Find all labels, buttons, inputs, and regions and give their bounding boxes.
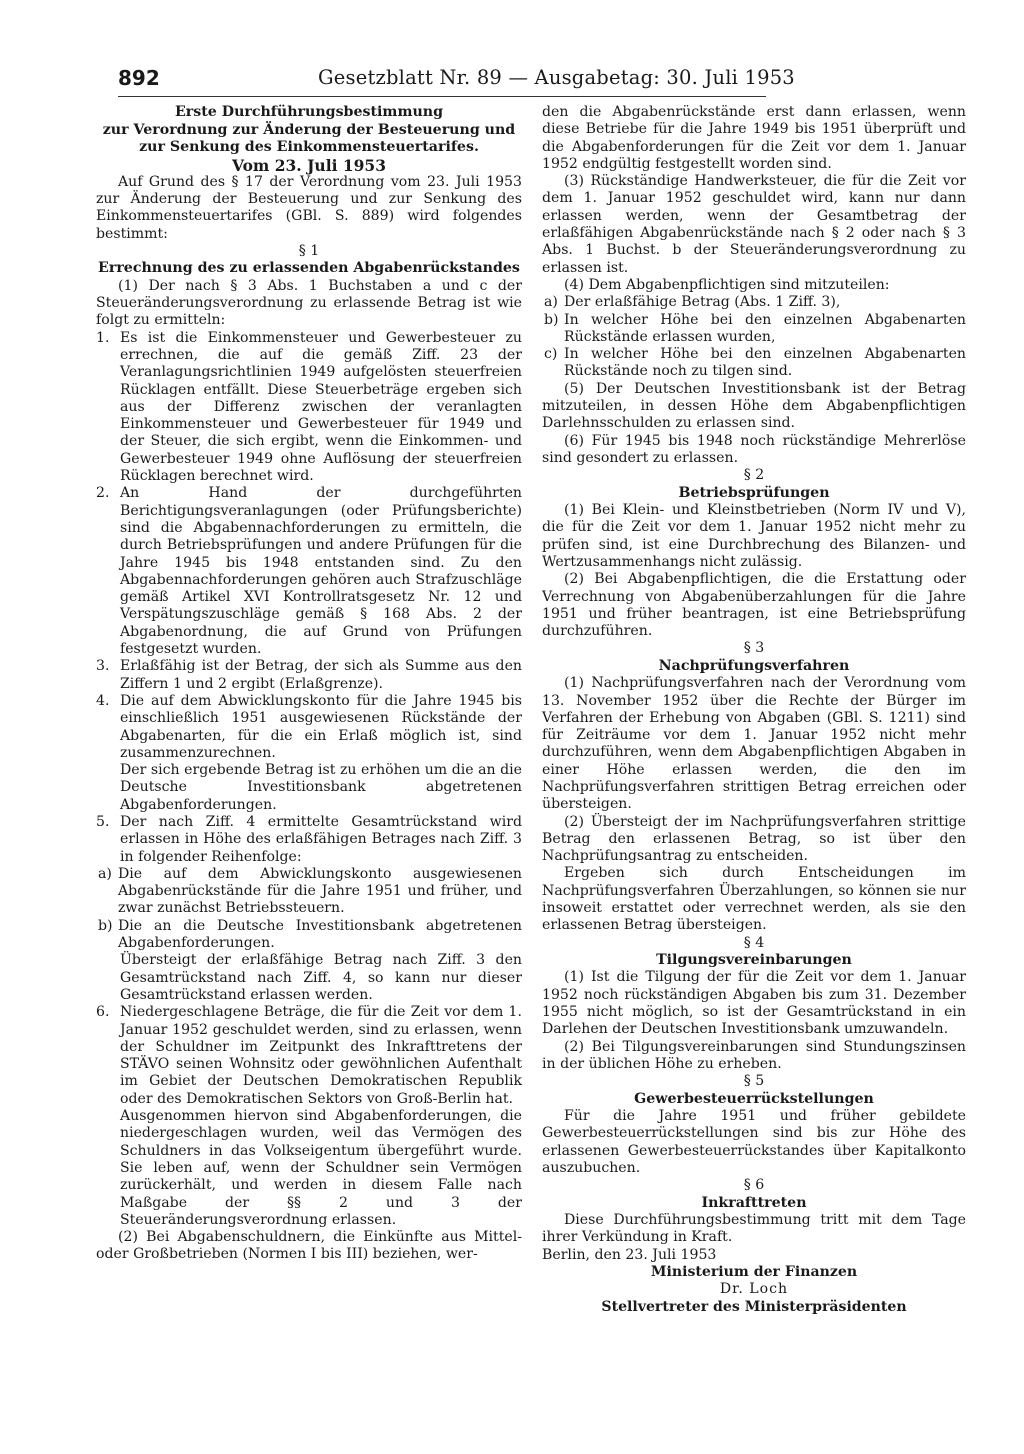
list-item-text: Niedergeschlagene Beträge, die für die Zeit vor dem 1. Januar 1952 geschuldet werden, sind zu erlassen, wenn der Schuldner im Zeitpunkt des Inkrafttretens der STÄVO seinen Wohnsitz oder gewöhnlichen Aufenthalt im Gebiet der Deutschen Demokratischen Republik oder des Demokratischen Sektors von Groß-Berlin hat. <box>120 1004 522 1107</box>
section-1-para-1: (1) Der nach § 3 Abs. 1 Buchstaben a und c der Steueränderungsverordnung zu erlassende Betrag ist wie folgt zu ermitteln: <box>96 277 522 329</box>
list-item <box>96 1004 522 1108</box>
section-1-title: Errechnung des zu erlassenden Abgabenrückstandes <box>98 260 520 277</box>
page-number: 892 <box>118 66 160 90</box>
sub-list-item <box>96 918 522 953</box>
doc-title-line-3: zur Senkung des Einkommensteuertarifes. <box>139 139 479 155</box>
sub-list-item <box>542 294 966 311</box>
list-item-number: 1. <box>96 329 110 346</box>
list-item-number: 2. <box>96 485 110 502</box>
signature-name: Dr. Loch <box>719 1281 789 1298</box>
section-4-para-2: (2) Bei Tilgungsvereinbarungen sind Stundungszinsen in der üblichen Höhe zu erheben. <box>542 1038 966 1072</box>
list-item-text: Die auf dem Abwicklungskonto für die Jahre 1945 bis einschließlich 1951 ausgewiesenen Rückstände der Abgabenarten, für die ein Erlaß möglich ist, sind zusammenzurechnen. <box>120 692 522 761</box>
page-header <box>118 66 795 96</box>
section-5-number: § 5 <box>743 1073 765 1090</box>
section-1-para-3: (3) Rückständige Handwerksteuer, die für die Zeit vor dem 1. Januar 1952 geschuldet wird, kann nur dann erlassen werden, wenn der Gesamtbetrag der erlaßfähigen Abgabenrückstände nach § 2 oder nach § 3 Abs. 1 Buchst. b der Steueränderungsverordnung zu erlassen ist. <box>542 173 966 276</box>
section-5-para-1: Für die Jahre 1951 und früher gebildete Gewerbesteuerrückstellungen sind bis zur Höhe des erlassenen Gewerbesteuerrückstandes über Kapitalkonto auszubuchen. <box>542 1108 966 1176</box>
section-1-para-4: (4) Dem Abgabenpflichtigen sind mitzuteilen: <box>564 276 890 293</box>
section-1-para-5: (5) Der Deutschen Investitionsbank ist der Betrag mitzuteilen, in dessen Höhe dem Abgabenpflichtigen Darlehnsschulden zu erlassen sind. <box>542 380 966 432</box>
sub-list-item-letter: c) <box>544 346 558 363</box>
preamble: Auf Grund des § 17 der Verordnung vom 23. Juli 1953 zur Änderung der Besteuerung und zur Senkung des Einkommensteuertarifes (GBl. S. 889) wird folgendes bestimmt: <box>96 173 522 242</box>
doc-title-line-1: Erste Durchführungsbestimmung <box>174 104 444 120</box>
sub-list-item <box>96 866 522 918</box>
section-6-title: Inkrafttreten <box>701 1194 807 1211</box>
section-1-para-2: (2) Bei Abgabenschuldnern, die Einkünfte aus Mittel- oder Großbetrieben (Normen I bis III) beziehen, wer- <box>96 1229 522 1263</box>
sub-list-item-text: In welcher Höhe bei den einzelnen Abgabenarten Rückstände noch zu tilgen sind. <box>564 346 966 380</box>
signature-ministry: Ministerium der Finanzen <box>650 1263 858 1280</box>
left-column <box>96 104 522 1264</box>
sub-list-item <box>542 312 966 347</box>
section-1-number: § 1 <box>298 242 320 259</box>
sub-list-item-text: Die auf dem Abwicklungskonto ausgewiesenen Abgabenrückstände für die Jahre 1951 und früher, und zwar zunächst Betriebssteuern. <box>118 865 522 917</box>
section-2-para-2: (2) Bei Abgabenpflichtigen, die die Erstattung oder Verrechnung von Abgabenüberzahlungen für die Jahre 1951 und früher beantragen, ist eine Betriebsprüfung durchzuführen. <box>542 571 966 640</box>
list-item-number: 4. <box>96 692 110 709</box>
list-item-number: 5. <box>96 813 110 830</box>
section-1-para-6: (6) Für 1945 bis 1948 noch rückständige Mehrerlöse sind gesondert zu erlassen. <box>542 432 966 466</box>
sub-list-item-text: Der erlaßfähige Betrag (Abs. 1 Ziff. 3), <box>564 294 841 311</box>
list-item-number: 3. <box>96 658 110 675</box>
right-column <box>542 104 966 1316</box>
list-item <box>96 658 522 693</box>
sub-list-item <box>542 346 966 381</box>
section-5-title: Gewerbesteuerrückstellungen <box>634 1090 874 1107</box>
doc-title-line-2: zur Verordnung zur Änderung der Besteuerung und <box>102 121 516 138</box>
section-4-title: Tilgungsvereinbarungen <box>656 951 852 968</box>
list-item <box>96 693 522 762</box>
header-rule <box>118 96 766 97</box>
sub-list-item-letter: b) <box>98 917 113 934</box>
para-continuation: den die Abgabenrückstände erst dann erlassen, wenn diese Betriebe für die Jahre 1949 bis 1951 überprüft und die Abgabenforderungen für die Zeit vor dem 1. Januar 1952 endgültig festgestellt worden sind. <box>542 104 966 172</box>
header-title: Gesetzblatt Nr. 89 — Ausgabetag: 30. Juli 1953 <box>318 66 795 89</box>
section-6-para-1: Diese Durchführungsbestimmung tritt mit dem Tage ihrer Verkündung in Kraft. <box>542 1212 966 1246</box>
section-3-title: Nachprüfungsverfahren <box>658 657 850 674</box>
section-2-title: Betriebsprüfungen <box>678 484 830 501</box>
list-item-number: 6. <box>96 1004 110 1021</box>
section-2-para-1: (1) Bei Klein- und Kleinstbetrieben (Norm IV und V), die für die Zeit vor dem 1. Januar 1952 nicht mehr zu prüfen sind, ist eine Durchbrechung des Bilanzen- und Wertzusammenhangs nicht zulässig. <box>542 502 966 570</box>
item-5-continuation: Übersteigt der erlaßfähige Betrag nach Ziff. 3 den Gesamtrückstand nach Ziff. 4, so kann nur dieser Gesamtrückstand erlassen werden. <box>120 952 522 1003</box>
list-item <box>96 814 522 866</box>
sub-list-item-text: In welcher Höhe bei den einzelnen Abgabenarten Rückstände erlassen wurden, <box>564 311 966 345</box>
list-item <box>96 485 522 658</box>
section-6-number: § 6 <box>743 1177 765 1194</box>
item-6-continuation: Ausgenommen hiervon sind Abgabenforderungen, die niedergeschlagen wurden, weil das Vermögen des Schuldners in das Volkseigentum übergeführt wurde. Sie leben auf, wenn der Schuldner sein Vermögen zurückerhält, und werden in diesem Falle nach Maßgabe der §§ 2 und 3 der Steueränderungsverordnung erlassen. <box>120 1108 522 1228</box>
sub-list-item-text: Die an die Deutsche Investitionsbank abgetretenen Abgabenforderungen. <box>118 917 522 952</box>
sub-list-item-letter: b) <box>544 311 559 328</box>
signature-place-date: Berlin, den 23. Juli 1953 <box>542 1246 717 1263</box>
section-4-para-1: (1) Ist die Tilgung der für die Zeit vor dem 1. Januar 1952 noch rückständigen Abgaben bis zum 31. Dezember 1955 nicht möglich, so ist der Gesamtrückstand in ein Darlehen der Deutschen Investitionsbank umzuwandeln. <box>542 969 966 1038</box>
list-item-text: Es ist die Einkommensteuer und Gewerbesteuer zu errechnen, die auf die gemäß Ziff. 23 der Veranlagungsrichtlinien 1949 aufgelösten steuerfreien Rücklagen entfällt. Diese Steuerbeträge ergeben sich aus der Differenz zwischen der veranlagten Einkommensteuer und Gewerbesteuer für 1949 und der Steuer, die sich ergibt, wenn die Einkommen- und Gewerbesteuer 1949 ohne Auflösung der steuerfreien Rücklagen berechnet wird. <box>120 329 522 485</box>
list-item-text: Der nach Ziff. 4 ermittelte Gesamtrückstand wird erlassen in Höhe des erlaßfähigen Betrages nach Ziff. 3 in folgender Reihenfolge: <box>120 813 522 865</box>
list-item-text: An Hand der durchgeführten Berichtigungsveranlagungen (oder Prüfungsberichte) sind die Abgabennachforderungen zu ermitteln, die durch Betriebsprüfungen und andere Prüfungen für die Jahre 1945 bis 1948 entstanden sind. Zu den Abgabennachforderungen gehören auch Strafzuschläge gemäß Artikel XVI Kontrollratsgesetz Nr. 12 und Verspätungszuschläge gemäß § 168 Abs. 2 der Abgabenordnung, die auf Grund von Prüfungen festgesetzt wurden. <box>120 485 522 658</box>
signature-role: Stellvertreter des Ministerpräsidenten <box>601 1298 907 1315</box>
section-4-number: § 4 <box>743 934 765 951</box>
sub-list-item-letter: a) <box>98 865 112 882</box>
section-2-number: § 2 <box>743 467 765 484</box>
list-item <box>96 330 522 486</box>
item-4-continuation: Der sich ergebende Betrag ist zu erhöhen um die an die Deutsche Investitionsbank abgetretenen Abgabenforderungen. <box>120 762 522 813</box>
section-3-para-3: Ergeben sich durch Entscheidungen im Nachprüfungsverfahren Überzahlungen, so können sie nur insoweit erstattet oder verrechnet werden, als sie den erlassenen Betrag übersteigen. <box>542 865 966 934</box>
section-3-para-2: (2) Übersteigt der im Nachprüfungsverfahren strittige Betrag den erlassenen Betrag, so ist über den Nachprüfungsantrag zu entscheiden. <box>542 813 966 865</box>
section-3-para-1: (1) Nachprüfungsverfahren nach der Verordnung vom 13. November 1952 über die Rechte der Bürger im Verfahren der Erhebung von Abgaben (GBl. S. 1211) sind für Zeiträume vor dem 1. Januar 1952 nicht mehr durchzuführen, wenn dem Abgabenpflichtigen Abgaben in einer Höhe erlassen werden, die den im Nachprüfungsverfahren strittigen Betrag erreichen oder übersteigen. <box>542 675 966 813</box>
list-item-text: Erlaßfähig ist der Betrag, der sich als Summe aus den Ziffern 1 und 2 ergibt (Erlaßgrenze). <box>120 658 522 692</box>
doc-date: Vom 23. Juli 1953 <box>231 155 387 175</box>
section-3-number: § 3 <box>743 640 765 657</box>
sub-list-item-letter: a) <box>544 294 558 311</box>
